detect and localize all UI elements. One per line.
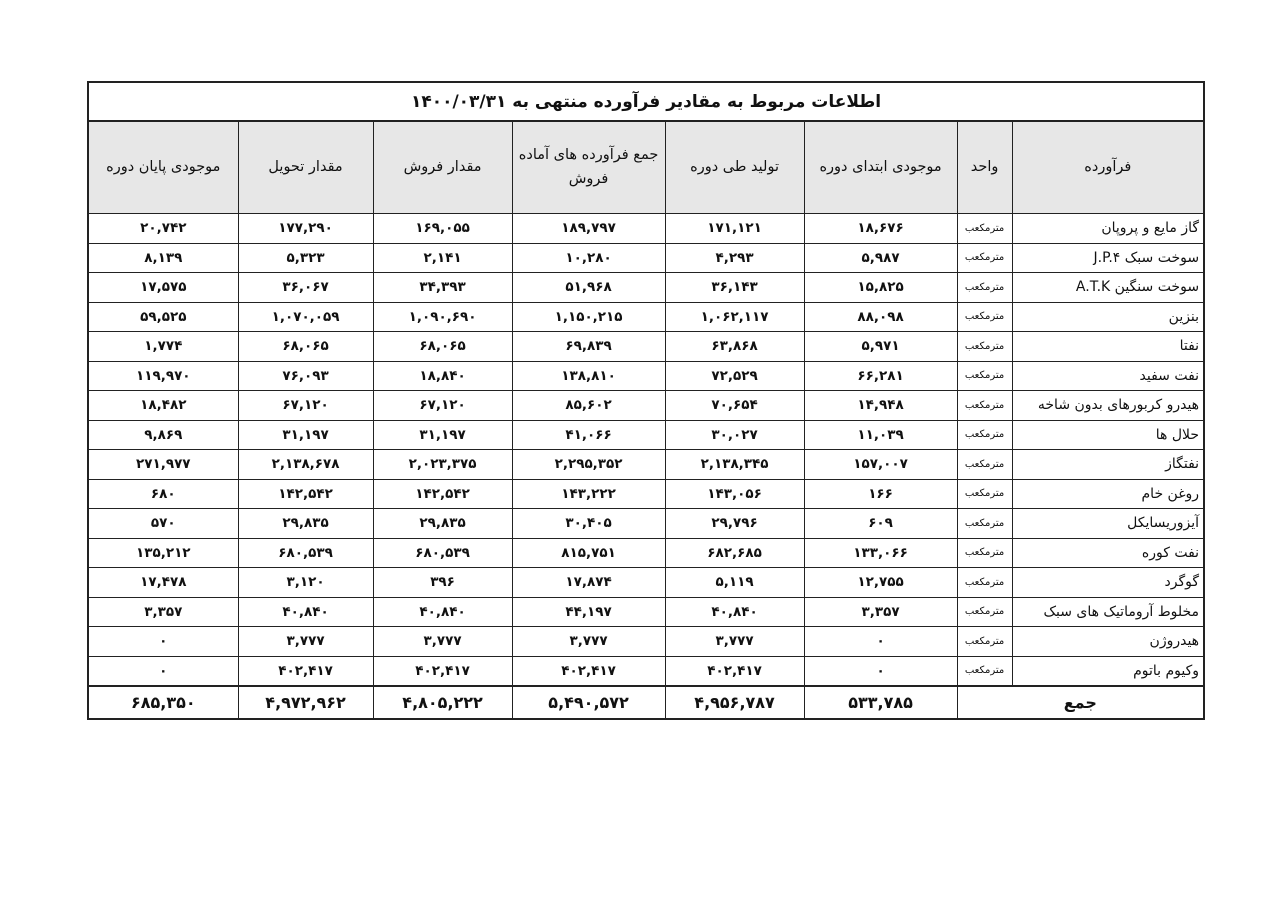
cell-production: ۴۰۲,۴۱۷ [665, 656, 804, 686]
cell-production: ۱۷۱,۱۲۱ [665, 214, 804, 244]
cell-delivery: ۶۷,۱۲۰ [238, 391, 373, 421]
cell-sales: ۴۰۲,۴۱۷ [373, 656, 512, 686]
cell-available-for-sale: ۶۹,۸۳۹ [512, 332, 665, 362]
total-sales: ۴,۸۰۵,۲۲۲ [373, 686, 512, 719]
cell-product: نفتگاز [1012, 450, 1204, 480]
cell-unit: مترمکعب [957, 450, 1012, 480]
cell-unit: مترمکعب [957, 509, 1012, 539]
cell-delivery: ۴۰,۸۴۰ [238, 597, 373, 627]
cell-unit: مترمکعب [957, 302, 1012, 332]
header-opening-inventory: موجودی ابتدای دوره [804, 121, 957, 214]
cell-available-for-sale: ۴۱,۰۶۶ [512, 420, 665, 450]
table-row [88, 332, 1204, 362]
cell-available-for-sale: ۸۵,۶۰۲ [512, 391, 665, 421]
cell-sales: ۶۷,۱۲۰ [373, 391, 512, 421]
cell-sales: ۱۶۹,۰۵۵ [373, 214, 512, 244]
cell-opening-inventory: ۵,۹۷۱ [804, 332, 957, 362]
table-row [88, 243, 1204, 273]
cell-sales: ۲,۱۴۱ [373, 243, 512, 273]
cell-product: نفتا [1012, 332, 1204, 362]
table-row [88, 597, 1204, 627]
cell-sales: ۴۰,۸۴۰ [373, 597, 512, 627]
cell-unit: مترمکعب [957, 243, 1012, 273]
table-row [88, 273, 1204, 303]
cell-product: سوخت سنگین A.T.K [1012, 273, 1204, 303]
cell-available-for-sale: ۲,۲۹۵,۳۵۲ [512, 450, 665, 480]
cell-closing-inventory: ۲۰,۷۴۲ [88, 214, 238, 244]
cell-unit: مترمکعب [957, 479, 1012, 509]
cell-unit: مترمکعب [957, 273, 1012, 303]
cell-production: ۲,۱۳۸,۳۴۵ [665, 450, 804, 480]
cell-available-for-sale: ۵۱,۹۶۸ [512, 273, 665, 303]
cell-product: روغن خام [1012, 479, 1204, 509]
cell-closing-inventory: ۱,۷۷۴ [88, 332, 238, 362]
cell-opening-inventory: ۰ [804, 627, 957, 657]
cell-closing-inventory: ۸,۱۳۹ [88, 243, 238, 273]
cell-production: ۳۶,۱۴۳ [665, 273, 804, 303]
cell-unit: مترمکعب [957, 214, 1012, 244]
cell-production: ۶۸۲,۶۸۵ [665, 538, 804, 568]
report-document [87, 81, 1203, 720]
total-available: ۵,۴۹۰,۵۷۲ [512, 686, 665, 719]
cell-opening-inventory: ۱۴,۹۴۸ [804, 391, 957, 421]
cell-production: ۳۰,۰۲۷ [665, 420, 804, 450]
cell-production: ۶۳,۸۶۸ [665, 332, 804, 362]
table-row [88, 656, 1204, 686]
cell-production: ۵,۱۱۹ [665, 568, 804, 598]
table-row [88, 568, 1204, 598]
cell-product: بنزین [1012, 302, 1204, 332]
cell-unit: مترمکعب [957, 568, 1012, 598]
product-quantities-table [87, 81, 1205, 720]
cell-unit: مترمکعب [957, 332, 1012, 362]
cell-product: گوگرد [1012, 568, 1204, 598]
header-product: فرآورده [1012, 121, 1204, 214]
total-delivery: ۴,۹۷۲,۹۶۲ [238, 686, 373, 719]
cell-delivery: ۶۸,۰۶۵ [238, 332, 373, 362]
cell-production: ۳,۷۷۷ [665, 627, 804, 657]
cell-available-for-sale: ۱۷,۸۷۴ [512, 568, 665, 598]
table-row [88, 391, 1204, 421]
header-unit: واحد [957, 121, 1012, 214]
cell-unit: مترمکعب [957, 656, 1012, 686]
cell-sales: ۳,۷۷۷ [373, 627, 512, 657]
cell-available-for-sale: ۴۴,۱۹۷ [512, 597, 665, 627]
cell-available-for-sale: ۱۰,۲۸۰ [512, 243, 665, 273]
cell-delivery: ۱۷۷,۲۹۰ [238, 214, 373, 244]
cell-product: گاز مایع و پروپان [1012, 214, 1204, 244]
table-title-row [88, 82, 1204, 121]
cell-closing-inventory: ۲۷۱,۹۷۷ [88, 450, 238, 480]
table-row [88, 627, 1204, 657]
cell-delivery: ۵,۳۲۳ [238, 243, 373, 273]
cell-available-for-sale: ۱۳۸,۸۱۰ [512, 361, 665, 391]
cell-closing-inventory: ۶۸۰ [88, 479, 238, 509]
cell-opening-inventory: ۱۵۷,۰۰۷ [804, 450, 957, 480]
header-production: تولید طی دوره [665, 121, 804, 214]
cell-available-for-sale: ۱۸۹,۷۹۷ [512, 214, 665, 244]
cell-sales: ۶۸,۰۶۵ [373, 332, 512, 362]
cell-delivery: ۳۱,۱۹۷ [238, 420, 373, 450]
cell-product: هیدرو کربورهای بدون شاخه [1012, 391, 1204, 421]
cell-opening-inventory: ۱۱,۰۳۹ [804, 420, 957, 450]
cell-available-for-sale: ۴۰۲,۴۱۷ [512, 656, 665, 686]
header-closing-inventory: موجودی پایان دوره [88, 121, 238, 214]
table-body [88, 214, 1204, 687]
cell-opening-inventory: ۳,۳۵۷ [804, 597, 957, 627]
cell-sales: ۱۴۲,۵۴۲ [373, 479, 512, 509]
cell-closing-inventory: ۱۳۵,۲۱۲ [88, 538, 238, 568]
cell-production: ۷۲,۵۲۹ [665, 361, 804, 391]
cell-unit: مترمکعب [957, 391, 1012, 421]
cell-closing-inventory: ۱۷,۵۷۵ [88, 273, 238, 303]
table-row [88, 479, 1204, 509]
cell-delivery: ۷۶,۰۹۳ [238, 361, 373, 391]
cell-closing-inventory: ۱۷,۴۷۸ [88, 568, 238, 598]
cell-sales: ۳۹۶ [373, 568, 512, 598]
cell-closing-inventory: ۵۷۰ [88, 509, 238, 539]
cell-production: ۱۴۳,۰۵۶ [665, 479, 804, 509]
cell-opening-inventory: ۱۳۳,۰۶۶ [804, 538, 957, 568]
header-available-for-sale: جمع فرآورده های آماده فروش [512, 121, 665, 214]
cell-unit: مترمکعب [957, 420, 1012, 450]
cell-product: نفت کوره [1012, 538, 1204, 568]
cell-production: ۴,۲۹۳ [665, 243, 804, 273]
table-row [88, 361, 1204, 391]
cell-opening-inventory: ۶۶,۲۸۱ [804, 361, 957, 391]
cell-opening-inventory: ۵,۹۸۷ [804, 243, 957, 273]
cell-delivery: ۲۹,۸۳۵ [238, 509, 373, 539]
total-label: جمع [957, 686, 1204, 719]
table-row [88, 509, 1204, 539]
header-delivery: مقدار تحویل [238, 121, 373, 214]
cell-unit: مترمکعب [957, 361, 1012, 391]
cell-sales: ۱,۰۹۰,۶۹۰ [373, 302, 512, 332]
cell-closing-inventory: ۱۸,۴۸۲ [88, 391, 238, 421]
cell-available-for-sale: ۳,۷۷۷ [512, 627, 665, 657]
cell-closing-inventory: ۰ [88, 656, 238, 686]
cell-sales: ۳۱,۱۹۷ [373, 420, 512, 450]
cell-product: هیدروژن [1012, 627, 1204, 657]
table-row [88, 302, 1204, 332]
cell-opening-inventory: ۸۸,۰۹۸ [804, 302, 957, 332]
table-title: اطلاعات مربوط به مقادیر فرآورده منتهی به ۱۴۰۰/۰۳/۳۱ [88, 82, 1204, 121]
cell-available-for-sale: ۸۱۵,۷۵۱ [512, 538, 665, 568]
cell-product: وکیوم باتوم [1012, 656, 1204, 686]
cell-sales: ۶۸۰,۵۳۹ [373, 538, 512, 568]
total-opening: ۵۳۳,۷۸۵ [804, 686, 957, 719]
cell-available-for-sale: ۳۰,۴۰۵ [512, 509, 665, 539]
cell-opening-inventory: ۰ [804, 656, 957, 686]
cell-unit: مترمکعب [957, 627, 1012, 657]
cell-delivery: ۴۰۲,۴۱۷ [238, 656, 373, 686]
cell-closing-inventory: ۰ [88, 627, 238, 657]
total-row [88, 686, 1204, 719]
cell-production: ۲۹,۷۹۶ [665, 509, 804, 539]
table-row [88, 450, 1204, 480]
header-sales: مقدار فروش [373, 121, 512, 214]
cell-product: مخلوط آروماتیک های سبک [1012, 597, 1204, 627]
cell-sales: ۳۴,۳۹۳ [373, 273, 512, 303]
cell-opening-inventory: ۱۸,۶۷۶ [804, 214, 957, 244]
cell-opening-inventory: ۱۶۶ [804, 479, 957, 509]
cell-production: ۷۰,۶۵۴ [665, 391, 804, 421]
cell-closing-inventory: ۱۱۹,۹۷۰ [88, 361, 238, 391]
cell-delivery: ۲,۱۳۸,۶۷۸ [238, 450, 373, 480]
cell-closing-inventory: ۵۹,۵۲۵ [88, 302, 238, 332]
cell-delivery: ۳۶,۰۶۷ [238, 273, 373, 303]
cell-production: ۱,۰۶۲,۱۱۷ [665, 302, 804, 332]
cell-closing-inventory: ۳,۳۵۷ [88, 597, 238, 627]
cell-unit: مترمکعب [957, 538, 1012, 568]
cell-production: ۴۰,۸۴۰ [665, 597, 804, 627]
total-production: ۴,۹۵۶,۷۸۷ [665, 686, 804, 719]
cell-closing-inventory: ۹,۸۶۹ [88, 420, 238, 450]
table-row [88, 420, 1204, 450]
cell-opening-inventory: ۶۰۹ [804, 509, 957, 539]
table-row [88, 214, 1204, 244]
cell-product: سوخت سبک J.P.۴ [1012, 243, 1204, 273]
cell-sales: ۲۹,۸۳۵ [373, 509, 512, 539]
cell-available-for-sale: ۱۴۳,۲۲۲ [512, 479, 665, 509]
cell-opening-inventory: ۱۵,۸۲۵ [804, 273, 957, 303]
cell-sales: ۲,۰۲۳,۳۷۵ [373, 450, 512, 480]
cell-delivery: ۳,۷۷۷ [238, 627, 373, 657]
total-closing: ۶۸۵,۳۵۰ [88, 686, 238, 719]
cell-delivery: ۱,۰۷۰,۰۵۹ [238, 302, 373, 332]
cell-product: حلال ها [1012, 420, 1204, 450]
cell-opening-inventory: ۱۲,۷۵۵ [804, 568, 957, 598]
table-header-row [88, 121, 1204, 214]
cell-delivery: ۳,۱۲۰ [238, 568, 373, 598]
cell-delivery: ۱۴۲,۵۴۲ [238, 479, 373, 509]
table-row [88, 538, 1204, 568]
cell-delivery: ۶۸۰,۵۳۹ [238, 538, 373, 568]
cell-available-for-sale: ۱,۱۵۰,۲۱۵ [512, 302, 665, 332]
cell-product: آیزوریسایکل [1012, 509, 1204, 539]
cell-unit: مترمکعب [957, 597, 1012, 627]
cell-product: نفت سفید [1012, 361, 1204, 391]
cell-sales: ۱۸,۸۴۰ [373, 361, 512, 391]
